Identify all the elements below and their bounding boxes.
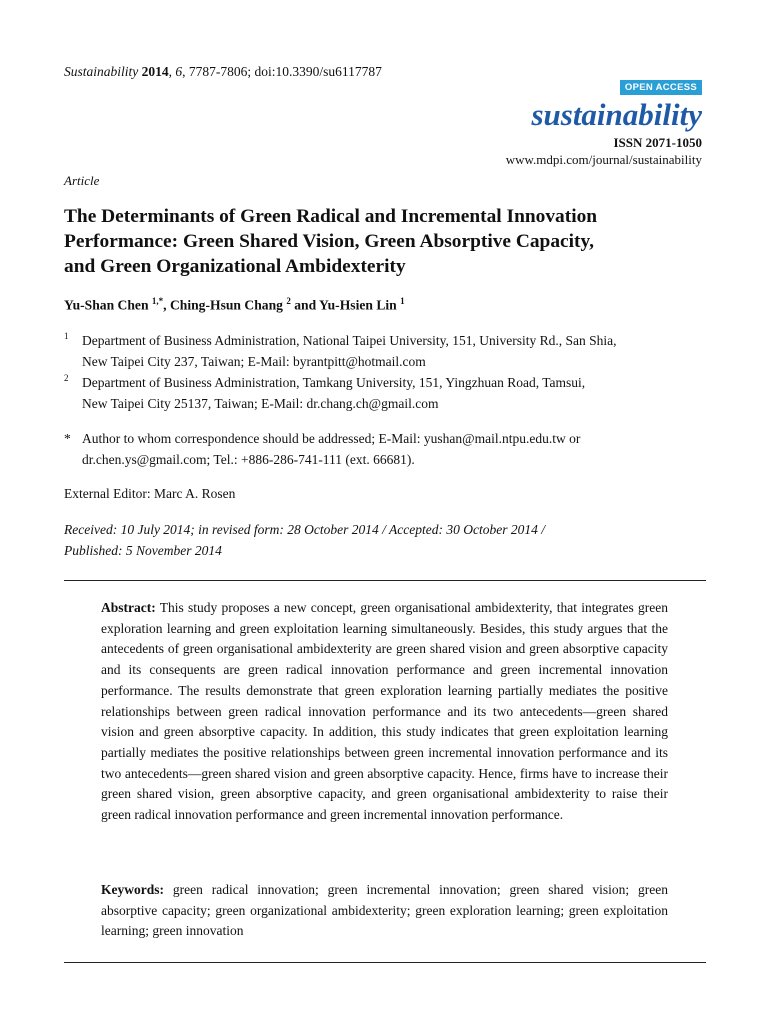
author-affiliation-mark: 1,* xyxy=(151,296,164,306)
author-affiliation-mark: 2 xyxy=(286,296,291,306)
citation-volume: 6 xyxy=(175,64,183,79)
abstract-label: Abstract: xyxy=(101,600,156,615)
author-name: Ching-Hsun Chang xyxy=(169,297,283,313)
affiliation-line: Department of Business Administration, Tamkang University, 151, Yingzhuan Road, Tamsui, xyxy=(82,375,586,390)
citation-line: Sustainability 2014, 6, 7787-7806; doi:10.3390/su6117787 xyxy=(64,64,382,79)
author-name: Yu-Hsien Lin xyxy=(319,297,397,313)
title-line: The Determinants of Green Radical and Incremental Innovation xyxy=(64,206,598,227)
correspondence-line: Author to whom correspondence should be addressed; E-Mail: yushan@mail.ntpu.edu.tw or xyxy=(82,431,581,446)
open-access-badge: OPEN ACCESS xyxy=(620,80,702,95)
asterisk-mark: * xyxy=(64,431,71,446)
article-type: Article xyxy=(64,173,100,188)
keywords-text: green radical innovation; green incremental innovation; green shared vision; green absorptive capacity; green organizational ambidexterity; green exploration learning; green exploitation learning; green innovation xyxy=(101,882,669,939)
dates-line: Received: 10 July 2014; in revised form: 28 October 2014 / Accepted: 30 October 2014 / xyxy=(64,522,545,537)
citation-pages-doi: 7787-7806; doi:10.3390/su6117787 xyxy=(188,64,382,79)
author-affiliation-mark: 1 xyxy=(400,296,405,306)
correspondence-note xyxy=(64,428,714,470)
keywords-label: Keywords: xyxy=(101,882,164,897)
abstract xyxy=(101,598,668,826)
keywords xyxy=(101,880,668,942)
publication-dates xyxy=(64,519,545,561)
paper-title xyxy=(64,204,714,279)
issn: ISSN 2071-1050 xyxy=(613,135,702,150)
affiliation-mark: 1 xyxy=(64,331,69,341)
abstract-text: This study proposes a new concept, green organisational ambidexterity, that integrates green exploration learning and green exploitation learning simultaneously. Besides, this study argues that the antecedents of green organisational ambidexterity are green shared vision and green absorptive capacity and its consequents are green radical innovation performance and green incremental innovation performance. The results demonstrate that green exploration learning partially mediates the positive relationships between green radical innovation performance and its two antecedents—green shared vision and green absorptive capacity. In addition, this study indicates that green exploitation learning partially mediates the positive relationships between green incremental innovation performance and its two antecedents—green shared vision and green absorptive capacity. Hence, firms have to increase their green shared vision, green absorptive capacity, and green organisational ambidexterity to raise their green radical innovation performance and green incremental innovation performance. xyxy=(101,600,668,823)
citation-year: 2014 xyxy=(141,64,169,79)
external-editor: External Editor: Marc A. Rosen xyxy=(64,486,236,501)
journal-url[interactable]: www.mdpi.com/journal/sustainability xyxy=(505,152,702,167)
correspondence-line: dr.chen.ys@gmail.com; Tel.: +886-286-741-111 (ext. 66681). xyxy=(82,452,415,467)
citation-journal: Sustainability xyxy=(64,64,139,79)
affiliation-mark: 2 xyxy=(64,373,69,383)
affiliation xyxy=(64,372,714,414)
affiliation-line: New Taipei City 25137, Taiwan; E-Mail: dr.chang.ch@gmail.com xyxy=(82,396,439,411)
divider-top xyxy=(64,580,706,581)
author-list: Yu-Shan Chen $^{1,*}$, Ching-Hsun Chang $^2$ and Yu-Hsien Lin $^1$ xyxy=(64,296,405,313)
title-line: Performance: Green Shared Vision, Green Absorptive Capacity, xyxy=(64,231,594,252)
journal-logo: sustainability xyxy=(531,97,702,132)
dates-line: Published: 5 November 2014 xyxy=(64,543,222,558)
affiliation-line: Department of Business Administration, National Taipei University, 151, University Rd., San Shia, xyxy=(82,333,617,348)
divider-bottom xyxy=(64,962,706,963)
affiliation-line: New Taipei City 237, Taiwan; E-Mail: byrantpitt@hotmail.com xyxy=(82,354,426,369)
title-line: and Green Organizational Ambidexterity xyxy=(64,256,406,277)
affiliation xyxy=(64,330,714,372)
author-name: Yu-Shan Chen xyxy=(64,297,149,313)
